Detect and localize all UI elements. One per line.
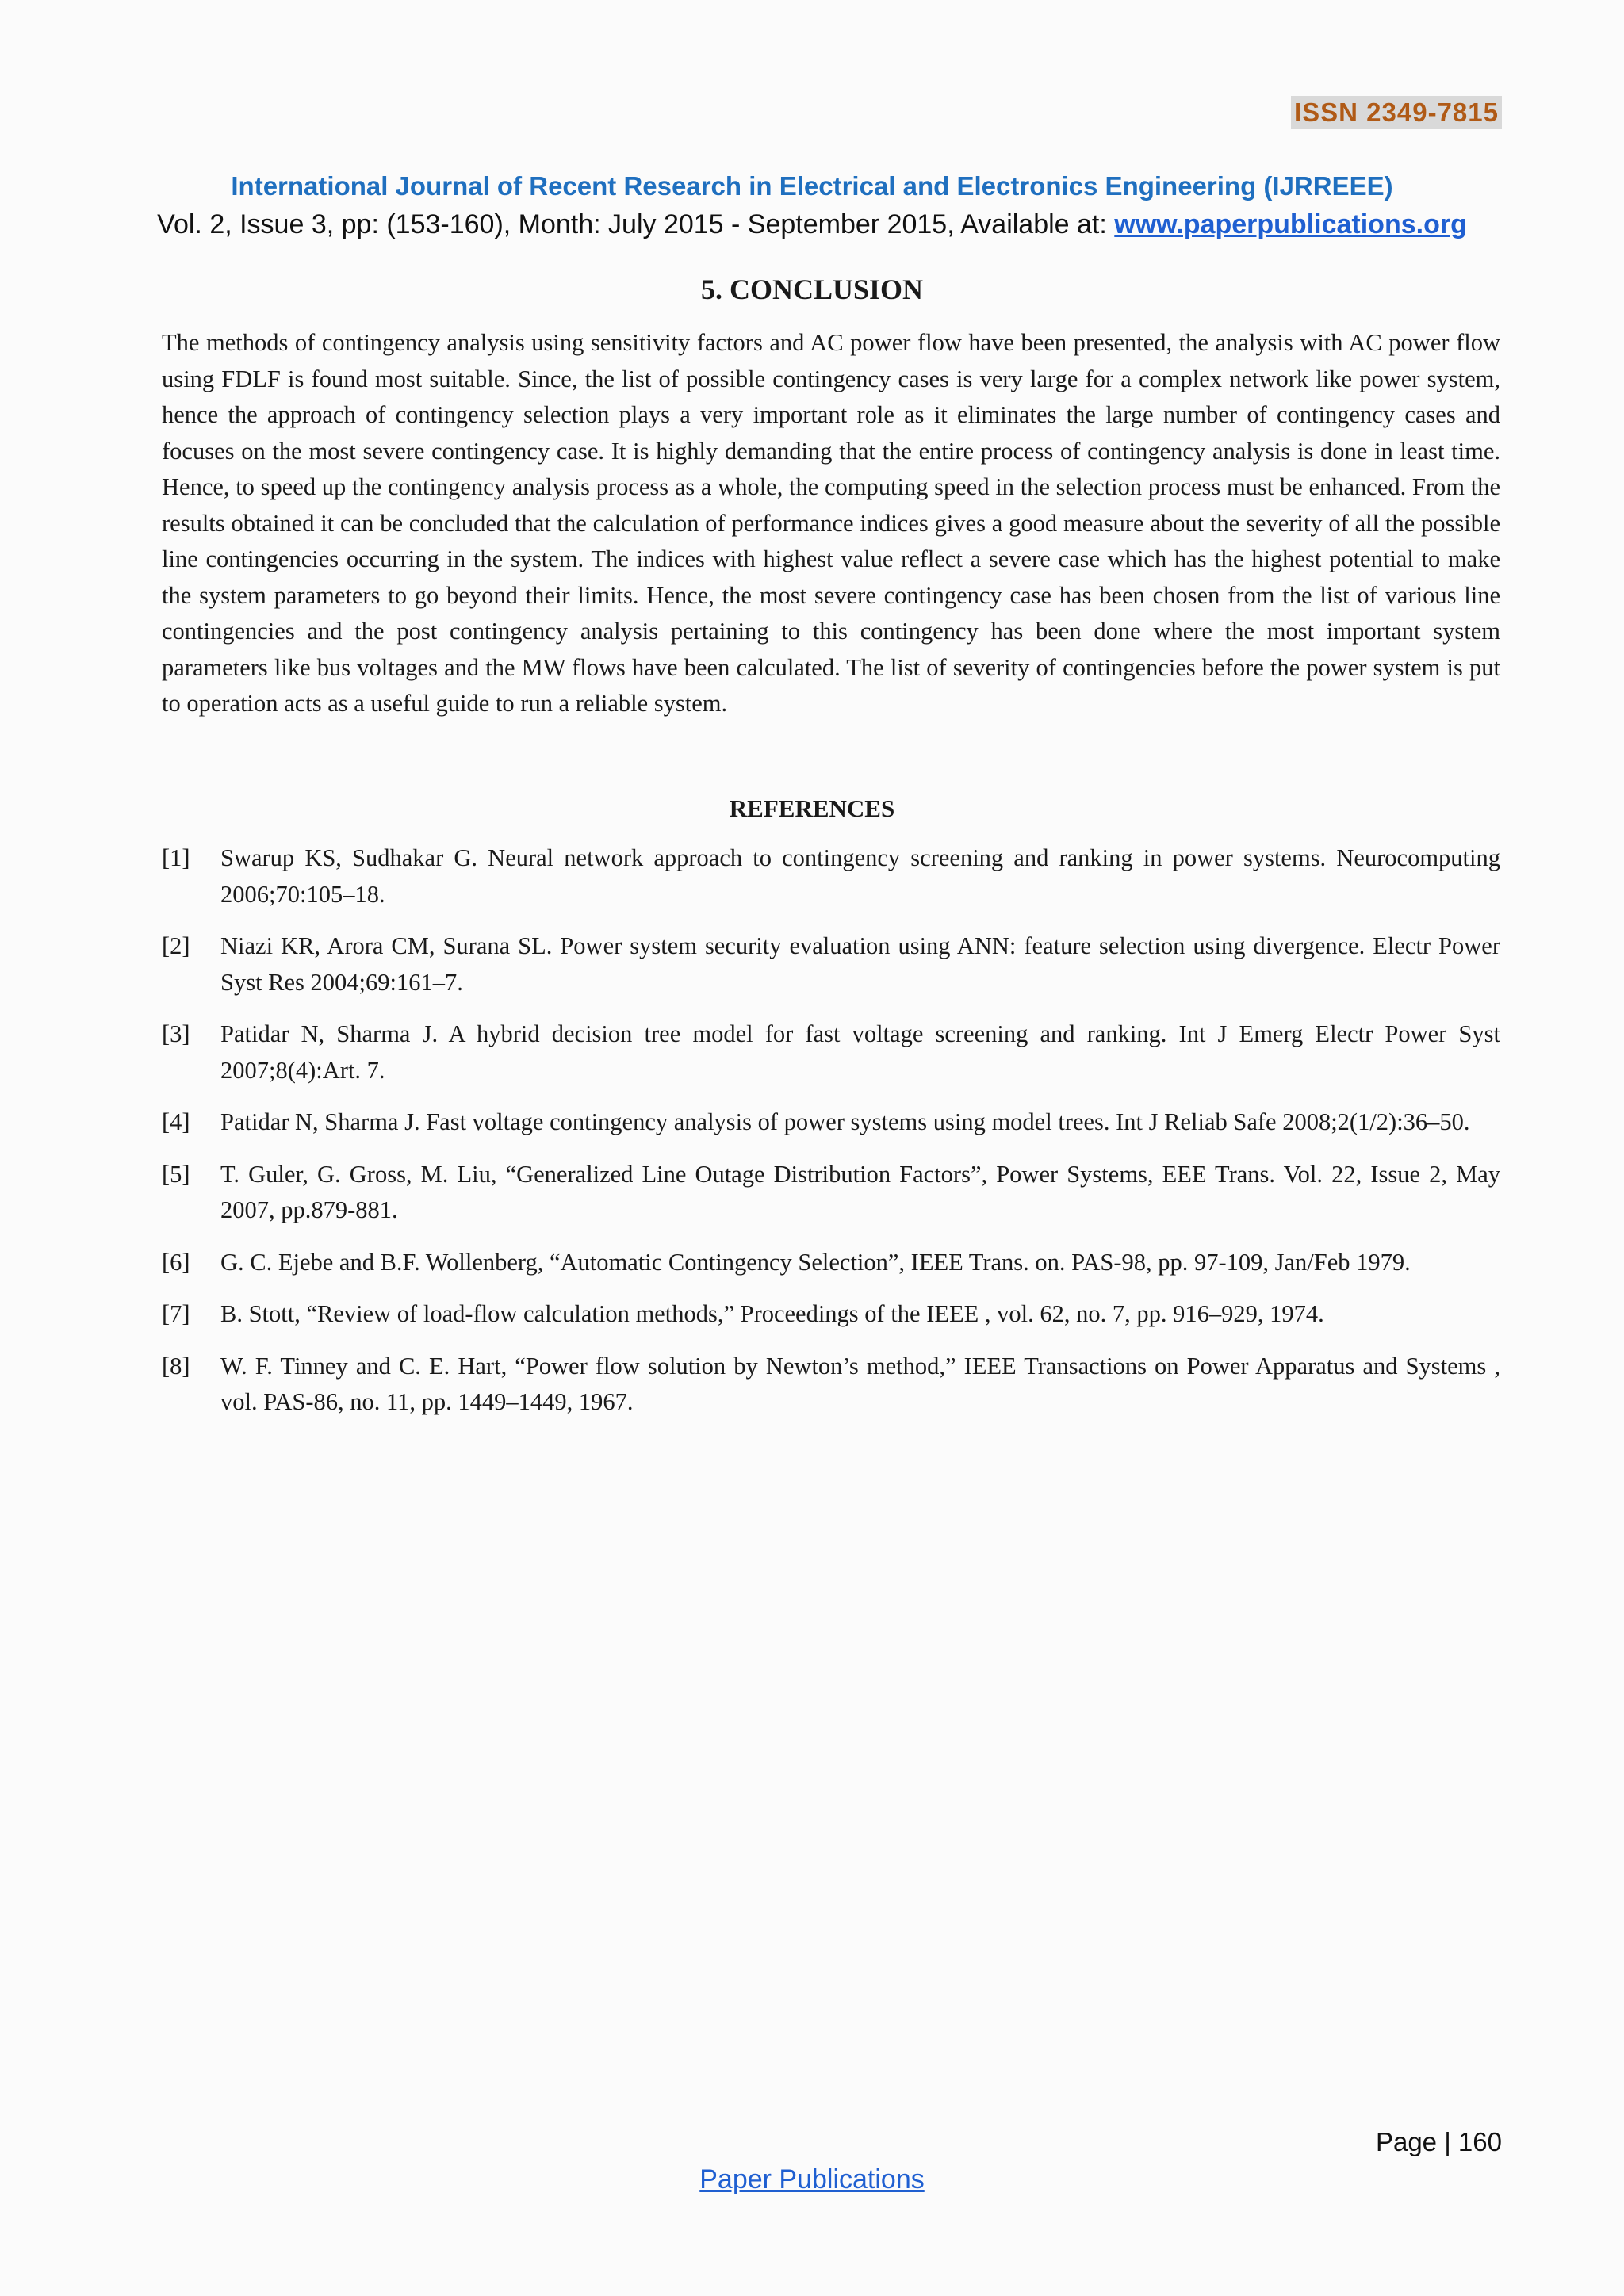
- reference-text: B. Stott, “Review of load-flow calculation methods,” Proceedings of the IEEE , vol. 62, no. 7, pp. 916–929, 1974.: [220, 1300, 1324, 1327]
- reference-text: T. Guler, G. Gross, M. Liu, “Generalized Line Outage Distribution Factors”, Power Systems, EEE Trans. Vol. 22, Issue 2, May 2007, pp.879-881.: [220, 1160, 1500, 1223]
- publisher-link[interactable]: Paper Publications: [699, 2164, 925, 2195]
- reference-number: [2]: [162, 932, 190, 959]
- reference-text: Swarup KS, Sudhakar G. Neural network approach to contingency screening and ranking in power systems. Neurocomputing 2006;70:105–18.: [220, 844, 1500, 908]
- reference-text: Niazi KR, Arora CM, Surana SL. Power system security evaluation using ANN: feature selection using divergence. Electr Power Syst Res 2004;69:161–7.: [220, 932, 1500, 996]
- reference-text: W. F. Tinney and C. E. Hart, “Power flow solution by Newton’s method,” IEEE Transactions on Power Apparatus and Systems , vol. PAS-86, no. 11, pp. 1449–1449, 1967.: [220, 1352, 1500, 1415]
- reference-item: [162, 928, 1500, 1001]
- reference-text: Patidar N, Sharma J. A hybrid decision tree model for fast voltage screening and ranking. Int J Emerg Electr Power Syst 2007;8(4):Art. 7.: [220, 1020, 1500, 1084]
- reference-item: [162, 1016, 1500, 1089]
- reference-number: [5]: [162, 1160, 190, 1188]
- reference-number: [1]: [162, 844, 190, 871]
- reference-number: [7]: [162, 1300, 190, 1327]
- reference-item: [162, 1157, 1500, 1229]
- reference-item: [162, 1104, 1500, 1141]
- reference-item: [162, 1296, 1500, 1333]
- reference-number: [3]: [162, 1020, 190, 1047]
- journal-meta-text: Vol. 2, Issue 3, pp: (153-160), Month: July 2015 - September 2015, Available at:: [157, 209, 1115, 239]
- journal-url-link[interactable]: www.paperpublications.org: [1114, 209, 1467, 239]
- reference-item: [162, 840, 1500, 913]
- page-number: Page | 160: [1375, 2127, 1502, 2156]
- journal-title: International Journal of Recent Research in Electrical and Electronics Engineering (IJRREEE): [231, 171, 1393, 201]
- reference-item: [162, 1245, 1500, 1281]
- reference-number: [4]: [162, 1108, 190, 1135]
- footer: [0, 2164, 1624, 2195]
- section-heading: 5. CONCLUSION: [700, 274, 924, 305]
- reference-text: Patidar N, Sharma J. Fast voltage contingency analysis of power systems using model trees. Int J Reliab Safe 2008;2(1/2):36–50.: [220, 1108, 1470, 1135]
- reference-text: G. C. Ejebe and B.F. Wollenberg, “Automatic Contingency Selection”, IEEE Trans. on. PAS-98, pp. 97-109, Jan/Feb 1979.: [220, 1248, 1411, 1276]
- reference-number: [6]: [162, 1248, 190, 1276]
- references-heading: REFERENCES: [729, 794, 895, 822]
- references-list: [162, 840, 1500, 1437]
- conclusion-paragraph: The methods of contingency analysis using sensitivity factors and AC power flow have been presented, the analysis with AC power flow using FDLF is found most suitable. Since, the list of possible contingency cases is very large for a complex network like power system, hence the approach of contingency selection plays a very important role as it eliminates the large number of contingency cases and focuses on the most severe contingency case. It is highly demanding that the entire process of contingency analysis is done in least time. Hence, to speed up the contingency analysis process as a whole, the computing speed in the selection process must be enhanced. From the results obtained it can be concluded that the calculation of performance indices gives a good measure about the severity of all the possible line contingencies occurring in the system. The indices with highest value reflect a severe case which has the highest potential to make the system parameters to go beyond their limits. Hence, the most severe contingency case has been chosen from the list of various line contingencies and the post contingency analysis pertaining to this contingency has been done where the most important system parameters like bus voltages and the MW flows have been calculated. The list of severity of contingencies before the power system is put to operation acts as a useful guide to run a reliable system.: [162, 329, 1500, 717]
- reference-number: [8]: [162, 1352, 190, 1380]
- reference-item: [162, 1349, 1500, 1421]
- issn-badge: ISSN 2349-7815: [1291, 96, 1502, 129]
- journal-meta: [0, 209, 1624, 240]
